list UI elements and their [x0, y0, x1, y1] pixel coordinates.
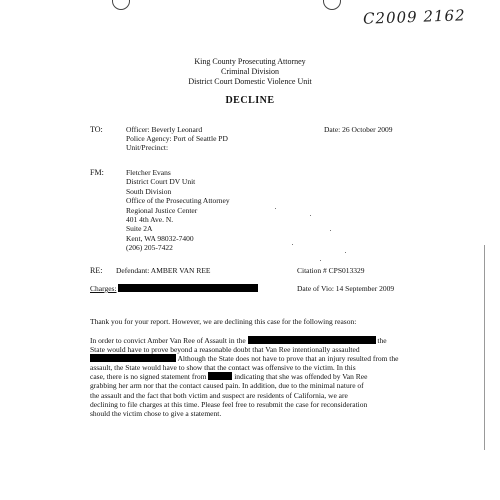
scan-noise: [270, 200, 360, 270]
from-line: Regional Justice Center: [126, 205, 198, 215]
from-line: (206) 205-7422: [126, 243, 173, 253]
from-label: FM:: [90, 168, 104, 177]
from-line: District Court DV Unit: [126, 177, 196, 187]
reason-line: [90, 354, 485, 363]
from-line: South Division: [126, 186, 172, 196]
reason-line: [90, 336, 485, 345]
to-block: [126, 125, 228, 153]
thanks-paragraph: Thank you for your report. However, we are declining this case for the following reason:: [90, 317, 357, 326]
reason-text: case, there is no signed statement from: [90, 372, 207, 382]
reason-line: should the victim chose to give a statement.: [90, 408, 222, 418]
letterhead-line: District Court Domestic Violence Unit: [188, 77, 312, 86]
punch-hole: [112, 0, 130, 10]
defendant-name: Defendant: AMBER VAN REE: [116, 266, 211, 275]
punch-hole: [323, 0, 341, 10]
scan-edge-line: [484, 245, 485, 450]
unit-precinct: Unit/Precinct:: [126, 143, 169, 153]
from-line: 401 4th Ave. N.: [126, 215, 174, 225]
date-of-violation: Date of Vio: 14 September 2009: [297, 284, 395, 293]
document-title: DECLINE: [225, 95, 275, 106]
redaction-bar: [90, 354, 176, 362]
officer-name: Officer: Beverly Leonard: [126, 125, 203, 134]
reason-line: grabbing her arm nor that the contact caused pain. In addition, due to the minimal nature of: [90, 381, 364, 391]
re-label: RE:: [90, 266, 103, 275]
reason-text: indicating that she was offended by Van Ree: [234, 372, 368, 382]
police-agency: Police Agency: Port of Seattle PD: [126, 134, 228, 144]
reason-line: State would have to prove beyond a reasonable doubt that Van Ree intentionally assaulted: [90, 345, 360, 355]
reason-line: assault, the State would have to show that the contact was offensive to the victim. In this: [90, 363, 356, 373]
from-line: Kent, WA 98032-7400: [126, 233, 194, 243]
charges-line: [90, 284, 280, 293]
charges-label: Charges:: [90, 284, 117, 293]
from-line: Suite 2A: [126, 224, 153, 234]
reason-line: [90, 372, 485, 381]
reason-text: the: [377, 336, 387, 345]
reason-line: declining to file charges at this time. Please feel free to resubmit the case for reconsideration: [90, 399, 368, 409]
redaction-bar: [208, 372, 232, 380]
letterhead-line: Criminal Division: [221, 67, 279, 76]
decline-date: Date: 26 October 2009: [324, 125, 393, 134]
reason-text: In order to convict Amber Van Ree of Assault in the: [90, 336, 246, 345]
redaction-bar: [248, 336, 376, 344]
citation-number: Citation # CPS013329: [297, 266, 365, 275]
from-block: [126, 168, 230, 253]
from-line: Office of the Prosecuting Attorney: [126, 196, 230, 206]
to-label: TO:: [90, 125, 103, 134]
letterhead-line: King County Prosecuting Attorney: [194, 57, 306, 66]
letterhead: [0, 57, 500, 87]
reason-paragraph: [90, 336, 485, 418]
redaction-bar: [118, 284, 258, 292]
from-line: Fletcher Evans: [126, 168, 171, 177]
reason-text: Although the State does not have to prove that an injury resulted from the: [177, 354, 399, 364]
handwritten-case-number: C2009 2162: [362, 6, 466, 28]
reason-line: the assault and the fact that both victim and suspect are residents of California, we are: [90, 390, 348, 400]
